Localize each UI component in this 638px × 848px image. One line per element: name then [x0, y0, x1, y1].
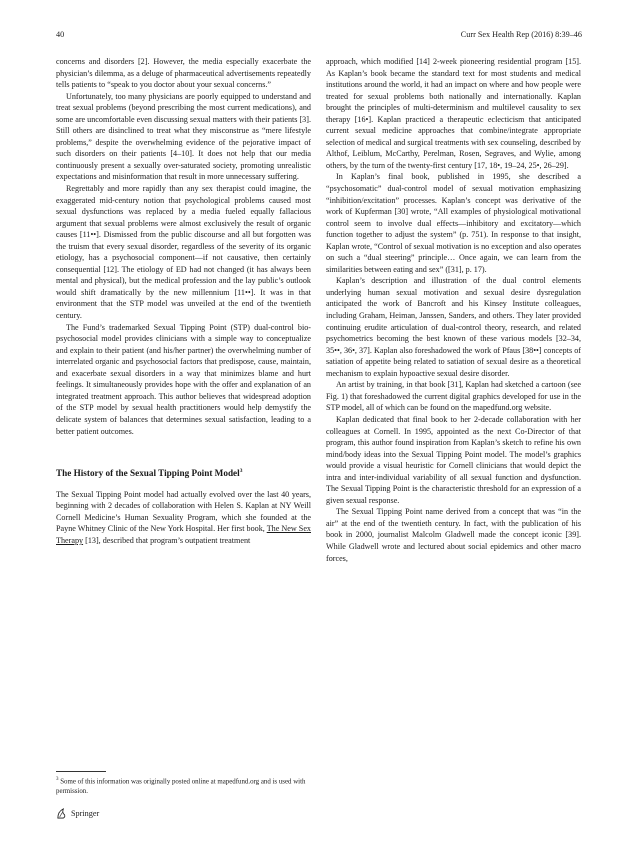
paragraph: The Sexual Tipping Point name derived from a concept that was “in the air” at the end of the twentieth century. In fact, with the publication of his book in 2000, journalist Malcolm Gladwell made the concept iconic [39]. While Gladwell wrote and lectured about social epidemics and other macro forces,	[326, 507, 581, 563]
section-heading	[56, 466, 311, 480]
footnote-text: Some of this information was originally posted online at mapedfund.org and is used with permission.	[56, 778, 306, 795]
paragraph: Kaplan’s description and illustration of the dual control elements underlying human sexual motivation and sexual desire dysregulation anticipated the work of Bancroft and his Kinsey Institute colleagues, including Graham, Heiman, Janssen, Sanders, and others. They later provided continuing erudite articulation of dual-control theory, research, and related psychometrics becoming the best known of these various models [32–34, 35••, 36•, 37]. Kaplan also foreshadowed the work of Pfaus [38••] concepts of satiation of appetite being related to satiation of sexual desire as a theoretical mechanism to explain hypoactive sexual desire disorder.	[326, 276, 581, 378]
paragraph-text: The Sexual Tipping Point model had actually evolved over the last 40 years, beginning with 2 decades of collaboration with Helen S. Kaplan at NY Weill Cornell Medicine’s Human Sexuality Program, which she founded at the Payne Whitney Clinic of the New York Hospital. Her first book,	[56, 489, 311, 534]
paragraph: Unfortunately, too many physicians are poorly equipped to understand and treat sexual problems (beyond prescribing the most current medications), and some are uncomfortable even discussing sexual matters with their patients [3]. Still others are disinclined to treat what they misconstrue as “mere lifestyle problems,” despite the overwhelming evidence of the pejorative impact of such disorders on their patients [4–10]. It does not help that our media continuously present a sexually over-saturated society, promoting unrealistic expectations and misinformation that result in more unnecessary suffering.	[56, 91, 311, 182]
paragraph: The Fund’s trademarked Sexual Tipping Point (STP) dual-control bio-psychosocial model provides clinicians with a simple way to conceptualize and explain to their patient (and his/her partner) the overwhelming number of interrelated organic and psychosocial factors that predispose, cause, maintain, and exacerbate sexual disorders in a way that minimizes blame and hurt feelings. It simultaneously provides hope with the offer and explanation of an integrated treatment approach. This author believes that widespread adoption of the STP model by sexual health practitioners would help demystify the delicate system of balances that determines sexual satisfaction, leading to a better patient outcomes.	[56, 322, 311, 436]
publisher-footer	[56, 808, 99, 819]
book-title-link[interactable]: The New Sex Therapy	[56, 524, 311, 545]
paragraph: Regrettably and more rapidly than any sex therapist could imagine, the exaggerated mid-century notion that psychological problems caused most sexual dysfunctions was replaced by a media fueled equally fallacious argument that sexual problems were almost exclusively the result of organic causes [11••]. Dismissed from the public discourse and all but forgotten was the truism that every sexual disorder, regardless of the severity of its organic etiology, has a psychosocial component—if not causative, then certainly consequential [12]. The etiology of ED had not changed (it has always been mental and physical), but the medical profession and the lay public’s outlook would shift dramatically by the new millennium [11••]. It was in that environment that the STP model was unveiled at the end of the twentieth century.	[56, 184, 311, 321]
section-heading-text: The History of the Sexual Tipping Point Model	[56, 468, 240, 479]
running-header	[56, 30, 582, 42]
paragraph: In Kaplan’s final book, published in 1995, she described a “psychosomatic” dual-control model of sexual motivation emphasizing “inhibition/excitation” processes. Kaplan’s concept was derivative of the work of Kupferman [30] wrote, “All examples of physiological motivational control seem to involve dual effects—inhibitory and excitatory—which function together to adjust the system” (p. 751). In response to that insight, Kaplan wrote, “Control of sexual motivation is no exception and also operates on such a “dual steering” principle… Once again, we can learn from the similarities between eating and sex” ([31], p. 17).	[326, 172, 581, 274]
springer-logo-icon	[56, 808, 67, 819]
left-column	[56, 56, 311, 546]
paragraph: An artist by training, in that book [31], Kaplan had sketched a cartoon (see Fig. 1) that foreshadowed the current digital graphics developed for use in the STP model, all of which can be found on the mapedfund.org website.	[326, 380, 581, 413]
paragraph: concerns and disorders [2]. However, the media especially exacerbate the physician’s dilemma, as a deluge of pharmaceutical advertisements repeatedly tells patients to “speak to you doctor about your sexual concerns.”	[56, 57, 311, 90]
paragraph: approach, which modified [14] 2-week pioneering residential program [15]. As Kaplan’s book became the standard text for most students and medical institutions around the world, it had an impact on where and how people were treated for sexual problems both nationally and internationally. Kaplan brought the principles of multi-determinism and multilevel causality to sex therapy [16•]. Kaplan practiced a therapeutic eclecticism that anticipated current sexual medicine approaches that combine/integrate appropriate selection of medical and surgical treatments with sex counseling, described by Althof, Leiblum, McCarthy, Perelman, Rosen, Segraves, and Wylie, among others, by the turn of the twenty-first century [17, 18•, 19–24, 25•, 26–29].	[326, 57, 581, 170]
journal-reference: Curr Sex Health Rep (2016) 8:39–46	[460, 30, 582, 39]
footnote-number: 3	[56, 777, 59, 782]
page-number: 40	[56, 30, 65, 39]
footnote-marker[interactable]: 3	[239, 468, 243, 475]
paragraph: Kaplan dedicated that final book to her 2-decade collaboration with her colleagues at Cornell. In 1995, appointed as the next Co-Director of that program, this author found inspiration from Kaplan’s sketch to refine his own mind/body ideas into the Sexual Tipping Point model. The model’s graphics would provide a visual heuristic for Cornell clinicians that would depict the intra and inter-individual variability of all sexual function and dysfunction. The Sexual Tipping Point is the characteristic threshold for an expression of a given sexual response.	[326, 414, 581, 505]
paragraph	[56, 489, 311, 547]
publisher-name: Springer	[71, 809, 100, 818]
footnote-divider	[56, 771, 106, 772]
paragraph-text: [13], described that program’s outpatient treatment	[83, 535, 251, 545]
right-column	[326, 56, 581, 564]
footnote	[56, 775, 311, 796]
